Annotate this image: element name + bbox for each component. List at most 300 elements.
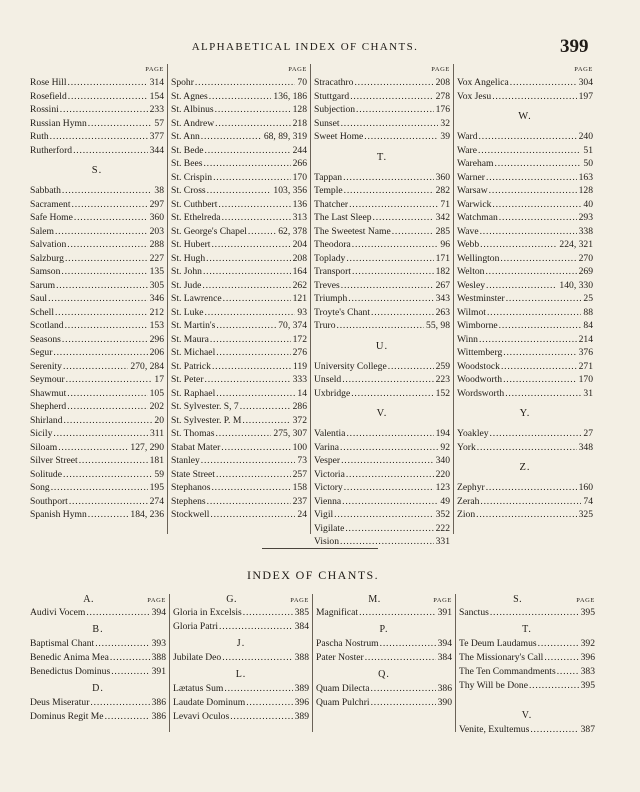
entry-name: St. John xyxy=(171,266,202,277)
index-column-4 xyxy=(457,64,593,522)
entry-page: 227 xyxy=(149,252,164,264)
dot-leader xyxy=(221,441,290,455)
entry-page: 172 xyxy=(292,333,307,345)
entry-list xyxy=(173,651,309,665)
entry-page: 389 xyxy=(294,711,309,722)
entry-page: 163 xyxy=(578,171,593,183)
entry-name: Stracathro xyxy=(314,77,354,88)
entry-name: Temple xyxy=(314,185,343,196)
index-entry xyxy=(171,495,307,509)
entry-name: The Missionary's Call xyxy=(459,652,544,663)
dot-leader xyxy=(74,211,148,225)
index-entry xyxy=(314,90,450,104)
dot-leader xyxy=(203,265,291,279)
index-entry xyxy=(171,238,307,252)
dot-leader xyxy=(211,238,290,252)
index-entry xyxy=(314,427,450,441)
dot-leader xyxy=(392,225,434,239)
entry-page: 49 xyxy=(440,495,450,507)
entry-name: St. Cross xyxy=(171,185,206,196)
entry-name: Woodstock xyxy=(457,360,500,372)
entry-name: St. Hubert xyxy=(171,239,211,250)
dot-leader xyxy=(495,157,582,171)
dot-leader xyxy=(95,637,149,651)
index-entry xyxy=(30,279,164,293)
index-entry xyxy=(457,90,593,104)
index-column-1 xyxy=(30,64,164,522)
entry-name: Varina xyxy=(314,441,340,453)
entry-name: Rosefield xyxy=(30,90,67,102)
entry-page: 386 xyxy=(151,697,166,708)
entry-page: 182 xyxy=(435,266,450,277)
entry-name: University College xyxy=(314,360,387,372)
entry-page: 208 xyxy=(292,252,307,264)
section-letter-y: Y. xyxy=(519,408,531,419)
entry-name: The Sweetest Name xyxy=(314,225,391,237)
entry-name: Salvation xyxy=(30,239,67,250)
index-entry xyxy=(457,508,593,522)
dot-leader xyxy=(58,441,128,455)
entry-name: Welton xyxy=(457,266,485,277)
index-entry xyxy=(314,130,450,144)
entry-name: Laudate Dominum xyxy=(173,697,246,708)
dot-leader xyxy=(53,346,147,360)
entry-name: Samson xyxy=(30,266,61,277)
entry-page: 202 xyxy=(149,401,164,412)
entry-name: Solitude xyxy=(30,468,62,480)
entry-name: Thatcher xyxy=(314,198,349,210)
index-entry xyxy=(459,637,595,651)
dot-leader xyxy=(79,454,148,468)
page-column-label: PAGE xyxy=(433,597,452,604)
entry-name: Wesley xyxy=(457,279,485,291)
dot-leader xyxy=(224,682,292,696)
entry-page: 208 xyxy=(435,77,450,88)
dot-leader xyxy=(343,171,434,185)
index-entry xyxy=(30,346,164,360)
entry-name: Spanish Hymn xyxy=(30,509,87,520)
dot-leader xyxy=(371,682,436,696)
entry-name: The Last Sleep xyxy=(314,212,372,223)
dot-leader xyxy=(201,454,296,468)
entry-page: 153 xyxy=(149,320,164,331)
index-entry xyxy=(314,184,450,198)
entry-page: 14 xyxy=(297,387,307,399)
index-entry xyxy=(457,292,593,306)
entry-list xyxy=(314,76,450,144)
index-entry xyxy=(30,427,164,441)
index-entry xyxy=(457,76,593,90)
dot-leader xyxy=(356,103,434,117)
entry-page: 389 xyxy=(294,683,309,694)
dot-leader xyxy=(90,696,149,710)
entry-name: Scotland xyxy=(30,320,64,331)
entry-name: Song xyxy=(30,482,50,493)
index-entry xyxy=(171,508,307,522)
entry-page: 274 xyxy=(149,495,164,507)
entry-name: Treves xyxy=(314,279,340,291)
dot-leader xyxy=(63,360,128,374)
entry-page: 158 xyxy=(292,482,307,493)
dot-leader xyxy=(64,414,153,428)
page-column-label: PAGE xyxy=(576,597,595,604)
index-entry xyxy=(459,606,595,620)
index-entry xyxy=(171,454,307,468)
entry-name: Salzburg xyxy=(30,252,64,264)
dot-leader xyxy=(207,184,272,198)
entry-page: 388 xyxy=(151,652,166,663)
index-entry xyxy=(30,319,164,333)
dot-leader xyxy=(248,225,276,239)
entry-page: 181 xyxy=(149,455,164,466)
dot-leader xyxy=(477,441,577,455)
dot-leader xyxy=(485,265,576,279)
section-letter-g: G. xyxy=(226,594,237,605)
section-letter-b: B. xyxy=(92,624,104,635)
entry-list xyxy=(457,130,593,400)
entry-page: 377 xyxy=(149,131,164,142)
dot-leader xyxy=(501,360,577,374)
entry-name: Levavi Oculos xyxy=(173,711,230,722)
entry-page: 197 xyxy=(578,90,593,102)
index-entry xyxy=(314,76,450,90)
dot-leader xyxy=(479,130,577,144)
index-entry xyxy=(171,427,307,441)
entry-list xyxy=(457,481,593,522)
dot-leader xyxy=(86,606,149,620)
entry-page: 184, 236 xyxy=(130,509,164,520)
entry-name: Sabbath xyxy=(30,185,61,196)
dot-leader xyxy=(105,710,150,724)
entry-page: 343 xyxy=(435,293,450,304)
entry-page: 39 xyxy=(440,131,450,142)
entry-name: Woodworth xyxy=(457,374,503,385)
index-entry xyxy=(457,144,593,158)
entry-page: 293 xyxy=(578,212,593,223)
dot-leader xyxy=(48,292,148,306)
index-entry xyxy=(457,171,593,185)
dot-leader xyxy=(341,454,434,468)
index-entry xyxy=(316,637,452,651)
dot-leader xyxy=(219,620,293,634)
dot-leader xyxy=(69,495,148,509)
entry-name: Schell xyxy=(30,306,54,318)
dot-leader xyxy=(500,252,576,266)
entry-page: 352 xyxy=(435,509,450,520)
index-entry xyxy=(314,238,450,252)
entry-page: 331 xyxy=(435,536,450,547)
dot-leader xyxy=(359,606,436,620)
index-entry xyxy=(457,346,593,360)
index-entry xyxy=(30,441,164,455)
entry-page: 38 xyxy=(154,185,164,196)
entry-page: 222 xyxy=(435,522,450,534)
entry-list xyxy=(173,606,309,634)
index-entry xyxy=(457,427,593,441)
entry-page: 214 xyxy=(578,333,593,345)
index-entry xyxy=(314,387,450,401)
dot-leader xyxy=(240,400,291,414)
entry-page: 224, 321 xyxy=(559,239,593,250)
entry-page: 376 xyxy=(578,347,593,358)
entry-name: Stuttgard xyxy=(314,90,350,102)
section-letter-t: T. xyxy=(376,151,388,163)
entry-name: Shawmut xyxy=(30,387,67,399)
entry-page: 396 xyxy=(580,652,595,663)
dot-leader xyxy=(206,252,290,266)
index-entry xyxy=(316,682,452,696)
entry-page: 394 xyxy=(437,638,452,649)
entry-name: Audivi Vocem xyxy=(30,607,86,618)
section-letter-m: M. xyxy=(368,594,381,605)
entry-name: Stanley xyxy=(171,455,200,466)
entry-name: Jubilate Deo xyxy=(173,652,222,663)
dot-leader xyxy=(492,90,576,104)
index-entry xyxy=(171,198,307,212)
dot-leader xyxy=(215,103,291,117)
entry-name: Wittemberg xyxy=(457,347,503,358)
entry-page: 387 xyxy=(580,724,595,735)
index-entry xyxy=(30,696,166,710)
entry-page: 391 xyxy=(437,607,452,618)
index-entry xyxy=(30,292,164,306)
section-letter-p: P. xyxy=(379,624,389,635)
entry-page: 304 xyxy=(578,77,593,88)
entry-name: Yoakley xyxy=(457,428,489,439)
index-entry xyxy=(171,292,307,306)
section-letter-t: T. xyxy=(522,624,532,635)
entry-name: Ward xyxy=(457,131,478,142)
index-entry xyxy=(457,481,593,495)
entry-page: 386 xyxy=(151,711,166,722)
entry-name: Wordsworth xyxy=(457,387,505,399)
dot-leader xyxy=(352,238,439,252)
index-entry xyxy=(171,265,307,279)
entry-page: 57 xyxy=(154,117,164,129)
entry-name: Lætatus Sum xyxy=(173,683,224,694)
index-entry xyxy=(30,637,166,651)
index-entry xyxy=(457,319,593,333)
entry-page: 154 xyxy=(149,90,164,102)
dot-leader xyxy=(210,333,291,347)
index-entry xyxy=(173,696,309,710)
index-entry xyxy=(30,103,164,117)
index-entry xyxy=(316,651,452,665)
index-entry xyxy=(171,441,307,455)
index-entry xyxy=(30,144,164,158)
dot-leader xyxy=(344,481,434,495)
dot-leader xyxy=(487,306,581,320)
entry-list xyxy=(459,637,595,693)
index-entry xyxy=(171,252,307,266)
entry-name: Uxbridge xyxy=(314,387,351,399)
dot-leader xyxy=(349,198,438,212)
entry-page: 314 xyxy=(149,77,164,88)
dot-leader xyxy=(341,117,439,131)
entry-name: Stephens xyxy=(171,495,206,507)
index-entry xyxy=(30,651,166,665)
entry-name: Valentia xyxy=(314,428,346,439)
entry-page: 40 xyxy=(583,198,593,210)
entry-page: 92 xyxy=(440,441,450,453)
dot-leader xyxy=(210,508,295,522)
entry-page: 388 xyxy=(294,652,309,663)
index-entry xyxy=(457,130,593,144)
entry-name: Warner xyxy=(457,171,485,183)
index-column-2 xyxy=(171,64,307,522)
entry-name: Southport xyxy=(30,495,68,507)
entry-page: 170 xyxy=(292,171,307,183)
dot-leader xyxy=(216,387,295,401)
entry-name: Safe Home xyxy=(30,212,73,223)
index-entry xyxy=(171,400,307,414)
section-letter-u: U. xyxy=(375,340,389,352)
index-entry xyxy=(457,184,593,198)
entry-list xyxy=(457,76,593,103)
index-entry xyxy=(171,481,307,495)
dot-leader xyxy=(88,117,153,131)
dot-leader xyxy=(72,198,148,212)
section-letter-j: J. xyxy=(236,638,246,649)
index-entry xyxy=(314,117,450,131)
entry-list xyxy=(30,637,166,679)
entry-page: 263 xyxy=(435,306,450,318)
dot-leader xyxy=(476,508,576,522)
entry-page: 62, 378 xyxy=(278,225,307,237)
entry-page: 194 xyxy=(435,428,450,439)
column-divider xyxy=(312,594,313,732)
dot-leader xyxy=(480,495,581,509)
chants-section-header xyxy=(173,594,309,606)
dot-leader xyxy=(505,387,581,401)
entry-page: 271 xyxy=(578,360,593,372)
entry-name: Subjection xyxy=(314,104,356,115)
entry-page: 392 xyxy=(580,638,595,649)
dot-leader xyxy=(205,144,291,158)
entry-name: Zerah xyxy=(457,495,480,507)
dot-leader xyxy=(499,211,577,225)
entry-page: 71 xyxy=(440,198,450,210)
dot-leader xyxy=(538,637,579,651)
entry-name: Toplady xyxy=(314,252,346,264)
entry-name: Vesper xyxy=(314,455,341,466)
index-entry xyxy=(314,373,450,387)
dot-leader xyxy=(346,427,433,441)
index-entry xyxy=(171,225,307,239)
entry-page: 267 xyxy=(435,279,450,291)
entry-page: 275, 307 xyxy=(273,428,307,439)
entry-page: 135 xyxy=(149,266,164,277)
section-letter-z: Z. xyxy=(519,462,531,473)
entry-list xyxy=(30,696,166,724)
entry-name: Salem xyxy=(30,225,54,237)
index-entry xyxy=(30,90,164,104)
dot-leader xyxy=(489,184,577,198)
index-entry xyxy=(171,468,307,482)
entry-name: Wareham xyxy=(457,158,494,169)
entry-name: Sunset xyxy=(314,117,340,129)
entry-list xyxy=(316,637,452,665)
entry-name: Dominus Regit Me xyxy=(30,711,104,722)
entry-name: St. Albinus xyxy=(171,104,214,115)
dot-leader xyxy=(388,360,434,374)
entry-page: 259 xyxy=(435,360,450,372)
entry-name: Shepherd xyxy=(30,401,67,412)
entry-name: Unseld xyxy=(314,374,342,385)
entry-name: Russian Hymn xyxy=(30,117,87,129)
dot-leader xyxy=(61,265,147,279)
entry-name: Seasons xyxy=(30,333,61,345)
index-entry xyxy=(30,373,164,387)
index-entry xyxy=(30,495,164,509)
entry-name: St. Bees xyxy=(171,158,203,169)
dot-leader xyxy=(111,665,149,679)
index-entry xyxy=(457,252,593,266)
entry-page: 394 xyxy=(151,607,166,618)
entry-page: 123 xyxy=(435,482,450,493)
entry-name: Triumph xyxy=(314,293,348,304)
index-entry xyxy=(30,360,164,374)
entry-name: Winn xyxy=(457,333,478,345)
index-entry xyxy=(314,468,450,482)
index-entry xyxy=(459,723,595,737)
entry-name: St. Ann xyxy=(171,131,200,142)
entry-page: 20 xyxy=(154,414,164,426)
entry-page: 24 xyxy=(297,509,307,520)
entry-page: 160 xyxy=(578,482,593,493)
section-letter-s: S. xyxy=(513,594,523,605)
entry-page: 51 xyxy=(583,144,593,156)
entry-page: 220 xyxy=(435,468,450,480)
dot-leader xyxy=(530,723,578,737)
entry-name: Webb xyxy=(457,239,480,250)
page-column-label: PAGE xyxy=(145,66,164,73)
chants-index-title: INDEX OF CHANTS. xyxy=(246,568,380,582)
entry-page: 100 xyxy=(292,441,307,453)
dot-leader xyxy=(216,427,272,441)
entry-page: 396 xyxy=(294,697,309,708)
index-entry xyxy=(30,468,164,482)
index-entry xyxy=(314,481,450,495)
entry-page: 384 xyxy=(437,652,452,663)
index-entry xyxy=(314,441,450,455)
entry-list xyxy=(314,171,450,333)
entry-page: 70, 374 xyxy=(278,320,307,331)
entry-page: 390 xyxy=(437,697,452,708)
entry-page: 136, 186 xyxy=(273,90,307,102)
dot-leader xyxy=(510,76,577,90)
dot-leader xyxy=(480,225,577,239)
entry-page: 84 xyxy=(583,320,593,331)
index-entry xyxy=(314,279,450,293)
index-entry xyxy=(171,211,307,225)
index-entry xyxy=(171,333,307,347)
entry-page: 121 xyxy=(292,293,307,304)
dot-leader xyxy=(205,373,291,387)
index-entry xyxy=(30,665,166,679)
chants-column-1 xyxy=(30,594,166,724)
entry-name: Zion xyxy=(457,509,476,520)
dot-leader xyxy=(334,508,433,522)
index-entry xyxy=(171,306,307,320)
entry-name: St. Jude xyxy=(171,279,202,291)
dot-leader xyxy=(56,279,148,293)
entry-page: 88 xyxy=(583,306,593,318)
index-entry xyxy=(314,306,450,320)
index-entry xyxy=(457,306,593,320)
index-entry xyxy=(171,130,307,144)
index-entry xyxy=(457,265,593,279)
